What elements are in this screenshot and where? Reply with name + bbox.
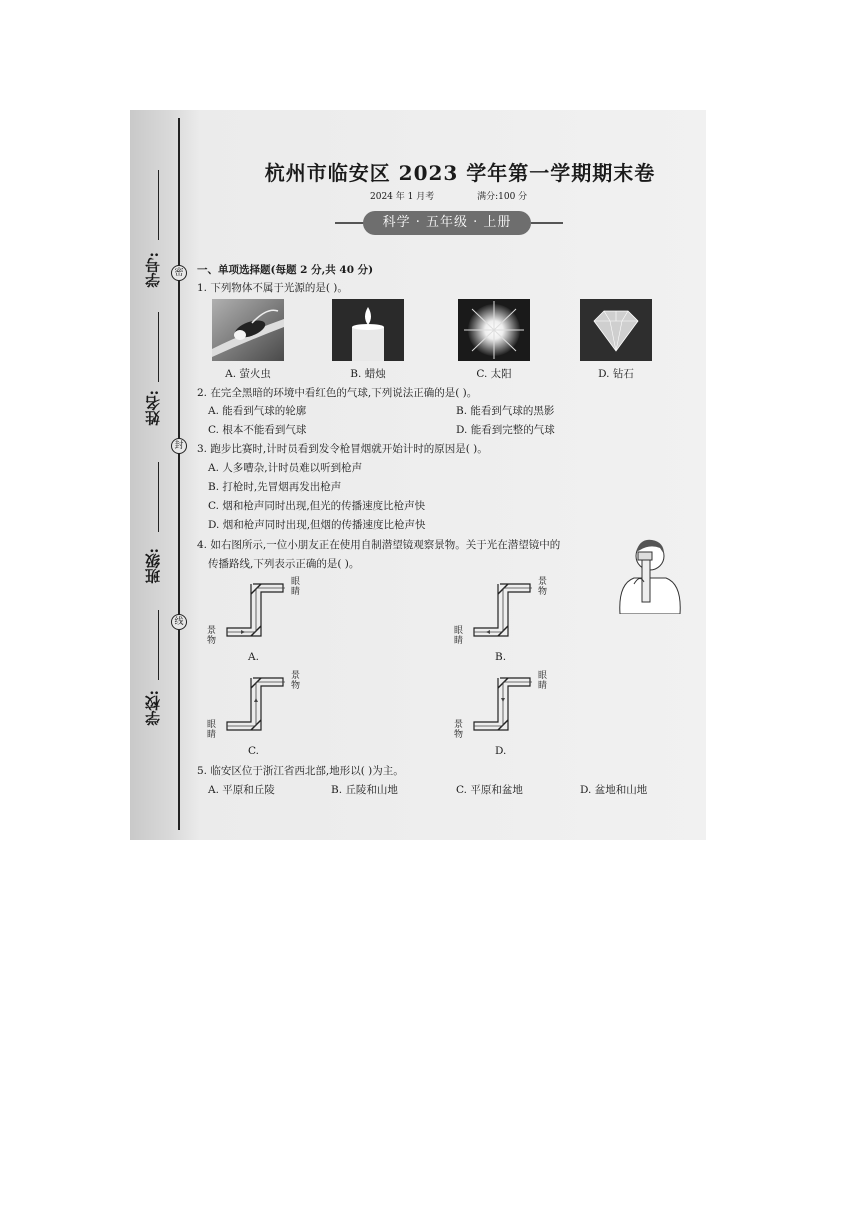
q4-stem-line2: 传播路线,下列表示正确的是( )。 [208, 558, 360, 570]
child-periscope-icon [612, 534, 688, 614]
student-id-label: 学号: [144, 252, 162, 288]
q4-option-d: D. [495, 745, 507, 757]
periscope-diagram-a [205, 578, 305, 648]
full-score: 满分:100 分 [477, 192, 528, 202]
q3-option-d: D. 烟和枪声同时出现,但烟的传播速度比枪声快 [208, 519, 426, 531]
periscope-diagram-c [205, 672, 305, 742]
diagram-a-eye-label: 眼睛 [291, 577, 301, 597]
seal-mark-2: 封 [171, 438, 187, 454]
q1-option-a: A. 萤火虫 [225, 368, 271, 380]
subject-label: 科学 · 五年级 · 上册 [363, 211, 531, 235]
class-label: 班级: [144, 548, 162, 584]
diagram-b-scene-label: 景物 [538, 577, 548, 597]
q3-option-a: A. 人多嘈杂,计时员难以听到枪声 [208, 462, 363, 474]
q4-option-b: B. [495, 651, 507, 663]
exam-title: 杭州市临安区 2023 学年第一学期期末卷 [264, 161, 656, 185]
diagram-d-eye-label: 眼睛 [538, 671, 548, 691]
class-blank [158, 462, 159, 532]
q1-option-c: C. 太阳 [476, 368, 512, 380]
q5-stem: 5. 临安区位于浙江省西北部,地形以( )为主。 [197, 765, 404, 777]
subject-banner [335, 211, 563, 235]
q5-option-d: D. 盆地和山地 [580, 784, 648, 796]
exam-meta [370, 189, 567, 202]
diagram-d-scene-label: 景物 [454, 720, 464, 740]
seal-mark-3: 线 [171, 614, 187, 630]
candle-photo-icon [332, 299, 404, 361]
student-id-blank [158, 170, 159, 240]
q1-stem: 1. 下列物体不属于光源的是( )。 [197, 282, 348, 294]
q3-option-c: C. 烟和枪声同时出现,但光的传播速度比枪声快 [208, 500, 426, 512]
q5-option-b: B. 丘陵和山地 [331, 784, 398, 796]
section-heading: 一、单项选择题(每题 2 分,共 40 分) [197, 264, 374, 276]
sun-photo-icon [458, 299, 530, 361]
periscope-diagram-b [452, 578, 552, 648]
q2-option-d: D. 能看到完整的气球 [456, 424, 555, 436]
school-label: 学校: [144, 690, 162, 726]
school-blank [158, 610, 159, 680]
q1-option-b: B. 蜡烛 [350, 368, 386, 380]
exam-date: 2024 年 1 月考 [370, 192, 435, 202]
q3-option-b: B. 打枪时,先冒烟再发出枪声 [208, 481, 342, 493]
name-blank [158, 312, 159, 382]
diagram-b-eye-label: 眼睛 [454, 626, 464, 646]
diagram-a-scene-label: 景物 [207, 626, 217, 646]
q2-option-b: B. 能看到气球的黑影 [456, 405, 555, 417]
diamond-photo-icon [580, 299, 652, 361]
q4-stem-line1: 4. 如右图所示,一位小朋友正在使用自制潜望镜观察景物。关于光在潜望镜中的 [197, 539, 561, 551]
q4-option-c: C. [248, 745, 259, 757]
q5-option-c: C. 平原和盆地 [456, 784, 523, 796]
q2-option-c: C. 根本不能看到气球 [208, 424, 307, 436]
diagram-c-scene-label: 景物 [291, 671, 301, 691]
q3-stem: 3. 跑步比赛时,计时员看到发令枪冒烟就开始计时的原因是( )。 [197, 443, 488, 455]
diagram-c-eye-label: 眼睛 [207, 720, 217, 740]
seal-mark-1: 密 [171, 265, 187, 281]
name-label: 姓名: [144, 390, 162, 426]
q4-option-a: A. [248, 651, 259, 663]
q1-option-d: D. 钻石 [598, 368, 634, 380]
binding-line [178, 118, 180, 830]
firefly-photo-icon [212, 299, 284, 361]
q5-option-a: A. 平原和丘陵 [208, 784, 275, 796]
periscope-diagram-d [452, 672, 552, 742]
q2-stem: 2. 在完全黑暗的环境中看红色的气球,下列说法正确的是( )。 [197, 387, 478, 399]
q2-option-a: A. 能看到气球的轮廓 [208, 405, 307, 417]
